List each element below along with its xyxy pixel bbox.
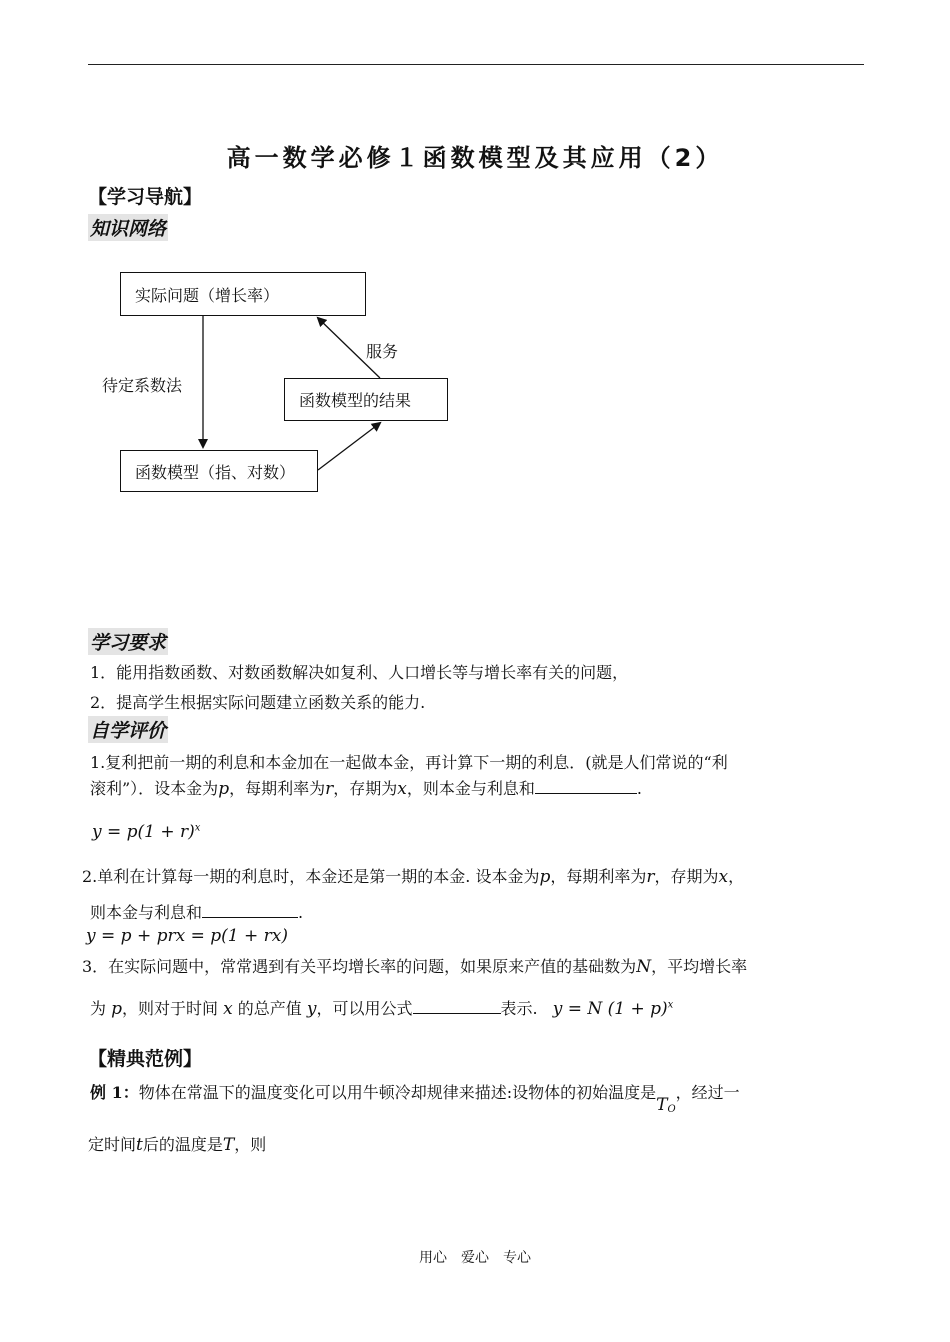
self-study-heading: 自学评价 [88, 716, 168, 743]
knowledge-network-heading: 知识网络 [88, 214, 168, 241]
box-model-result-label: 函数模型的结果 [299, 391, 412, 410]
arrow-model-to-result [318, 423, 380, 470]
diagram-arrows [0, 0, 950, 520]
nav-section-header: 【学习导航】 [88, 186, 203, 208]
answer-1-formula: $y = p(1 + r)^x$ [92, 822, 201, 842]
question-3-line-2: 为 p，则对于时间 x 的总产值 y，可以用公式 表示. y = N $(1 + p)^x$ [90, 999, 674, 1019]
var-r: r [325, 779, 334, 799]
var-p: p [218, 779, 230, 799]
question-2-line-2: 则本金与利息和 . [90, 903, 304, 922]
answer-2-formula: y = p + prx = p(1 + rx) [86, 926, 288, 946]
box-function-model-label: 函数模型（指、对数） [135, 462, 296, 482]
answer-blank-1 [535, 779, 637, 794]
page-footer: 用心 爱心 专心 [419, 1250, 531, 1266]
page-title: 高一数学必修１函数模型及其应用（2） [226, 144, 724, 172]
requirement-item-1: 1．能用指数函数、对数函数解决如复利、人口增长等与增长率有关的问题， [90, 663, 629, 682]
requirement-item-2: 2．提高学生根据实际问题建立函数关系的能力. [90, 693, 426, 712]
answer-3-formula: y = N $(1 + p)^x$ [552, 999, 674, 1019]
label-undetermined-coeff: 待定系数法 [102, 376, 183, 395]
examples-heading: 【精典范例】 [88, 1048, 203, 1070]
question-2-line-1: 2.单利在计算每一期的利息时，本金还是第一期的本金. 设本金为p，每期利率为r，存期为x， [82, 867, 745, 887]
label-serve: 服务 [366, 342, 399, 361]
question-3-line-1: 3．在实际问题中，常常遇到有关平均增长率的问题，如果原来产值的基础数为N，平均增长率 [82, 957, 748, 977]
box-real-problem-label: 实际问题（增长率） [135, 285, 280, 305]
question-1-line-2: 滚利”）．设本金为p，每期利率为r，存期为x，则本金与利息和 . [90, 779, 642, 799]
answer-blank-2 [202, 903, 298, 918]
var-x: x [397, 779, 407, 799]
question-1-line-1: 1.复利把前一期的利息和本金加在一起做本金，再计算下一期的利息．(就是人们常说的“利 [90, 753, 728, 772]
example-1-line-1: 例 1：物体在常温下的温度变化可以用牛顿冷却规律来描述:设物体的初始温度是$T_O$，经过一 [90, 1083, 740, 1116]
answer-blank-3 [413, 999, 501, 1014]
arrow-result-to-problem [318, 318, 380, 378]
requirements-heading: 学习要求 [88, 628, 168, 655]
example-1-line-2: 定时间t后的温度是T，则 [88, 1135, 267, 1155]
